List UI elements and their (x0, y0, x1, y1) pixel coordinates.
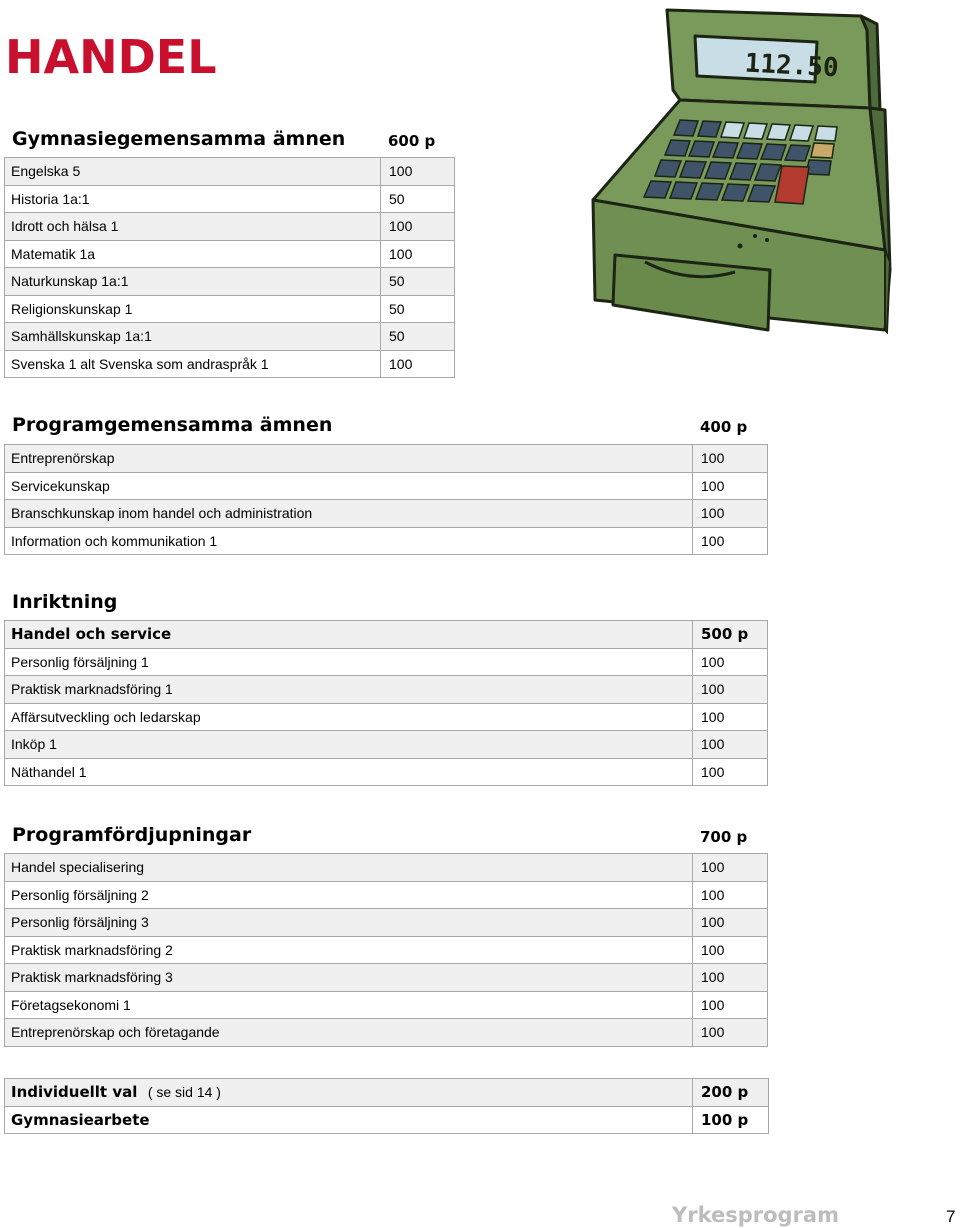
course-points: 100 (693, 909, 768, 937)
course-name: Praktisk marknadsföring 1 (5, 676, 693, 704)
table-row (5, 703, 768, 731)
footer-label: Yrkesprogram (672, 1203, 839, 1227)
section-heading-gymnasiegemensamma: Gymnasiegemensamma ämnen (12, 128, 346, 150)
course-name: Handel specialisering (5, 854, 693, 882)
table-row (5, 268, 455, 296)
table-row (5, 758, 768, 786)
course-name: Företagsekonomi 1 (5, 991, 693, 1019)
table-row (5, 350, 455, 378)
course-points: 100 (381, 158, 455, 186)
course-name: Praktisk marknadsföring 2 (5, 936, 693, 964)
table-row (5, 240, 455, 268)
course-name: Praktisk marknadsföring 3 (5, 964, 693, 992)
table-row-gymnasiearbete (5, 1106, 769, 1134)
table-row-subheader (5, 621, 768, 649)
table-row (5, 909, 768, 937)
course-name: Personlig försäljning 3 (5, 909, 693, 937)
table-row (5, 964, 768, 992)
course-points: 100 (693, 472, 768, 500)
course-points: 100 (693, 500, 768, 528)
table-row (5, 295, 455, 323)
course-name: Matematik 1a (5, 240, 381, 268)
cash-register-icon (585, 0, 895, 340)
section-heading-programgemensamma: Programgemensamma ämnen (12, 414, 333, 436)
course-points: 100 (693, 881, 768, 909)
course-name: Religionskunskap 1 (5, 295, 381, 323)
gymnasiearbete-points: 100 p (693, 1106, 769, 1134)
course-points: 100 (381, 350, 455, 378)
course-points: 50 (381, 268, 455, 296)
table-row (5, 991, 768, 1019)
section-heading-inriktning: Inriktning (12, 591, 118, 613)
table-row (5, 527, 768, 555)
course-points: 100 (693, 731, 768, 759)
course-points: 50 (381, 323, 455, 351)
course-points: 100 (693, 991, 768, 1019)
table-gymnasiegemensamma (4, 157, 455, 378)
table-row (5, 323, 455, 351)
gymnasiearbete-label: Gymnasiearbete (5, 1106, 693, 1134)
course-name: Samhällskunskap 1a:1 (5, 323, 381, 351)
course-points: 100 (693, 676, 768, 704)
course-name: Historia 1a:1 (5, 185, 381, 213)
table-inriktning (4, 620, 768, 786)
page-title: HANDEL (5, 30, 217, 84)
course-points: 100 (693, 964, 768, 992)
course-points: 100 (693, 703, 768, 731)
section-points-gymnasiegemensamma: 600 p (388, 132, 436, 150)
course-points: 100 (693, 445, 768, 473)
course-name: Idrott och hälsa 1 (5, 213, 381, 241)
course-points: 100 (693, 936, 768, 964)
individuellt-val-points: 200 p (693, 1079, 769, 1107)
course-points: 100 (693, 1019, 768, 1047)
table-row-individuellt (5, 1079, 769, 1107)
course-points: 100 (693, 854, 768, 882)
course-points: 100 (693, 758, 768, 786)
table-row (5, 881, 768, 909)
table-row (5, 472, 768, 500)
course-points: 50 (381, 295, 455, 323)
course-name: Naturkunskap 1a:1 (5, 268, 381, 296)
table-row (5, 648, 768, 676)
course-name: Svenska 1 alt Svenska som andraspråk 1 (5, 350, 381, 378)
course-points: 50 (381, 185, 455, 213)
course-name: Branschkunskap inom handel och administration (5, 500, 693, 528)
page-number: 7 (946, 1207, 956, 1226)
course-name: Entreprenörskap och företagande (5, 1019, 693, 1047)
course-name: Inköp 1 (5, 731, 693, 759)
table-row (5, 185, 455, 213)
course-name: Näthandel 1 (5, 758, 693, 786)
individuellt-val-note: ( se sid 14 ) (147, 1084, 221, 1101)
section-points-programfordjupningar: 700 p (700, 828, 748, 846)
table-row (5, 1019, 768, 1047)
course-name: Entreprenörskap (5, 445, 693, 473)
table-row (5, 676, 768, 704)
course-points: 100 (381, 240, 455, 268)
course-points: 100 (693, 648, 768, 676)
section-heading-programfordjupningar: Programfördjupningar (12, 824, 252, 846)
table-programgemensamma (4, 444, 768, 555)
inriktning-subheading: Handel och service (5, 621, 693, 649)
table-row (5, 731, 768, 759)
inriktning-points: 500 p (693, 621, 768, 649)
course-name: Information och kommunikation 1 (5, 527, 693, 555)
table-row (5, 854, 768, 882)
course-points: 100 (381, 213, 455, 241)
course-points: 100 (693, 527, 768, 555)
individuellt-val-label: Individuellt val (11, 1083, 138, 1102)
table-row (5, 936, 768, 964)
table-row (5, 158, 455, 186)
course-name: Engelska 5 (5, 158, 381, 186)
table-row (5, 445, 768, 473)
course-name: Affärsutveckling och ledarskap (5, 703, 693, 731)
register-display-text: 112.50 (744, 48, 840, 84)
course-name: Servicekunskap (5, 472, 693, 500)
table-row (5, 500, 768, 528)
table-programfordjupningar (4, 853, 768, 1047)
individuellt-val-cell (5, 1079, 693, 1107)
section-points-programgemensamma: 400 p (700, 418, 748, 436)
course-name: Personlig försäljning 1 (5, 648, 693, 676)
table-summary (4, 1078, 769, 1134)
course-name: Personlig försäljning 2 (5, 881, 693, 909)
table-row (5, 213, 455, 241)
